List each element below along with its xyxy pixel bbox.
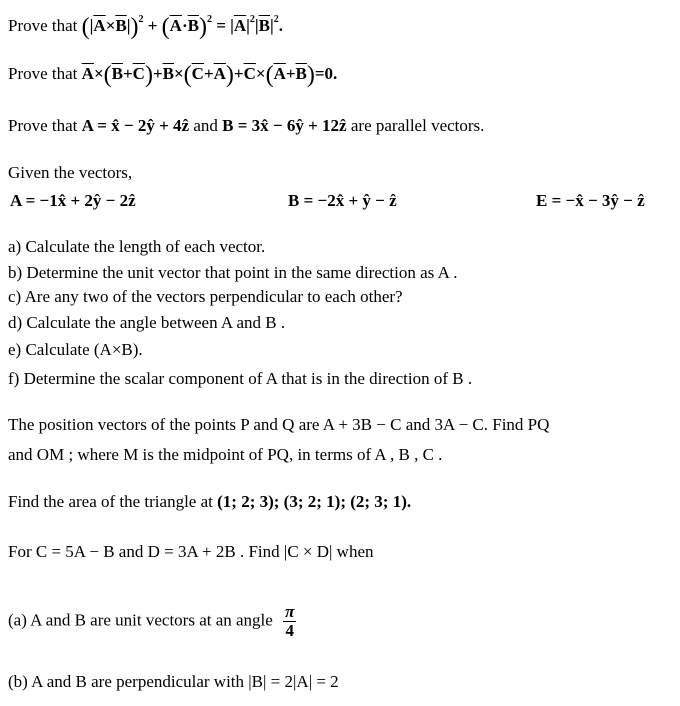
vector-a-equation: A = x̂ − 2ŷ + 4ẑ [81, 116, 190, 135]
problem-2-label: Prove that [8, 64, 78, 83]
part-a: a) Calculate the length of each vector. [8, 237, 266, 256]
given-vector-a: A = −1x̂ + 2ŷ − 2ẑ [10, 191, 136, 210]
problem-1-label: Prove that [8, 16, 78, 35]
angle-fraction [283, 603, 296, 640]
part-e: e) Calculate (A×B). [8, 340, 143, 359]
problem-1-formula: $(|\overline{A}\times\overline{B}|)^2 + (\overline{A}\cdot\overline{B})^2 = |\overline{A}|^2|\overline{B}|^2$. [81, 14, 284, 40]
problem-7-part-a [8, 603, 296, 640]
problem-3-and: and [193, 116, 218, 135]
fraction-denominator: 4 [285, 621, 294, 640]
problem-6-text: Find the area of the triangle at [8, 492, 213, 511]
given-vector-e: E = −x̂ − 3ŷ − ẑ [536, 191, 645, 210]
problem-7-part-a-text: (a) A and B are unit vectors at an angle [8, 610, 273, 630]
problem-3-label: Prove that [8, 116, 78, 135]
problem-7-part-b: (b) A and B are perpendicular with |B| = 2|A| = 2 [8, 672, 339, 691]
part-b: b) Determine the unit vector that point in the same direction as A . [8, 263, 458, 282]
vector-b-equation: B = 3x̂ − 6ŷ + 12ẑ [222, 116, 347, 135]
problem-3-tail: are parallel vectors. [350, 116, 485, 135]
part-c: c) Are any two of the vectors perpendicular to each other? [8, 287, 403, 306]
problem-3 [8, 115, 484, 137]
given-vector-b: B = −2x̂ + ŷ − ẑ [288, 191, 397, 210]
problem-2 [8, 63, 337, 86]
problem-1 [8, 9, 283, 38]
part-f: f) Determine the scalar component of A that is in the direction of B . [8, 369, 473, 388]
fraction-numerator: π [285, 602, 295, 621]
problem-5-line-1: The position vectors of the points P and Q are A + 3B − C and 3A − C. Find PQ [8, 415, 550, 434]
problem-5-line-2: and OM ; where M is the midpoint of PQ, in terms of A , B , C . [8, 445, 443, 464]
problem-2-formula: $\overline{A}\times(\overline{B}+\overline{C})+\overline{B}\times(\overline{C}+\overline{A})+\overline{C}\times(\overline{A}+\overline{B})=0$. [81, 62, 338, 88]
problem-7-statement: For C = 5A − B and D = 3A + 2B . Find |C × D| when [8, 542, 374, 561]
problem-4-intro: Given the vectors, [8, 163, 133, 182]
triangle-points: (1; 2; 3); (3; 2; 1); (2; 3; 1). [217, 492, 412, 511]
problem-6 [8, 491, 411, 513]
part-d: d) Calculate the angle between A and B . [8, 313, 286, 332]
